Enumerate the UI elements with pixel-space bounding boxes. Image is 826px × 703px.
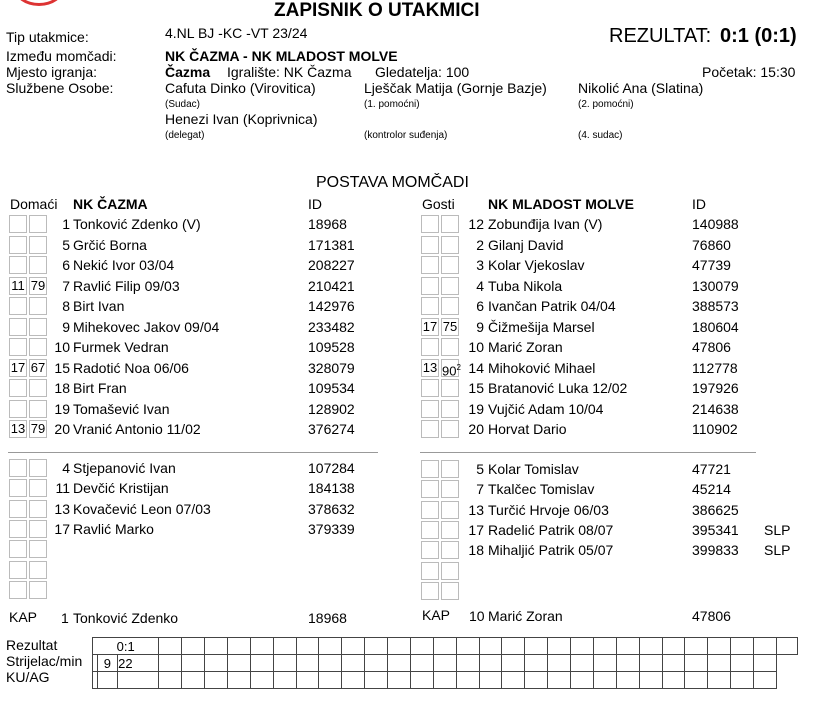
grid-cell <box>433 672 456 689</box>
grid-cell <box>205 655 228 672</box>
grid-cell <box>227 655 250 672</box>
empty-box <box>29 581 47 599</box>
venue-spectators: Gledatelja: 100 <box>375 64 470 80</box>
player-number: 2 <box>476 236 484 253</box>
player-id: 386625 <box>692 501 739 518</box>
player-id: 328079 <box>308 359 355 376</box>
player-name: Tuba Nikola <box>488 277 563 294</box>
grid-cell <box>388 655 411 672</box>
official-role: (2. pomoćni) <box>578 99 634 110</box>
official-name: Cafuta Dinko (Virovitica) <box>165 80 316 96</box>
sub-box-in: 13 <box>422 359 438 375</box>
grid-cell <box>456 638 479 655</box>
grid-cell <box>731 655 754 672</box>
grid-cell <box>525 655 548 672</box>
grid-cell <box>662 638 685 655</box>
player-number: 8 <box>62 298 70 314</box>
sub-box-in: 17 <box>422 318 438 334</box>
grid-cell <box>593 638 616 655</box>
away-team-name: NK MLADOST MOLVE <box>488 196 634 212</box>
empty-box <box>9 581 27 599</box>
player-id: 171381 <box>308 236 355 253</box>
grid-cell <box>342 655 365 672</box>
player-id: 107284 <box>308 460 355 476</box>
player-id: 128902 <box>308 400 355 417</box>
venue-label: Mjesto igranja: <box>6 64 98 80</box>
player-number: 17 <box>468 521 484 538</box>
player-number: 11 <box>55 480 70 497</box>
away-captain-name: Marić Zoran <box>488 608 563 624</box>
result-label: REZULTAT: <box>609 25 712 47</box>
grid-cell <box>525 672 548 689</box>
grid-cell <box>479 655 502 672</box>
empty-box <box>441 562 459 580</box>
sub-box-minute <box>441 480 459 498</box>
player-number: 18 <box>468 542 484 559</box>
match-type-label: Tip utakmice: <box>6 29 89 45</box>
player-name: Kolar Tomislav <box>488 461 579 477</box>
grid-cell <box>273 655 296 672</box>
sub-box-in: 13 <box>10 421 26 436</box>
grid-cell <box>754 638 777 655</box>
sub-box-minute <box>441 359 459 377</box>
sub-box-in <box>9 479 27 497</box>
sub-box-minute <box>441 297 459 315</box>
grid-cell <box>159 655 182 672</box>
grid-cell <box>571 672 594 689</box>
sub-box-minute <box>441 318 459 336</box>
officials-label: Službene Osobe: <box>6 80 114 96</box>
official-name: Lješčak Matija (Gornje Bazje) <box>364 80 547 96</box>
player-name: Kovačević Leon 07/03 <box>73 500 211 517</box>
home-id-header: ID <box>308 196 322 212</box>
away-divider <box>420 452 756 453</box>
player-id: 184138 <box>308 480 355 497</box>
grid-result-cell: 0:1 <box>93 638 159 655</box>
player-name: Turčić Hrvoje 06/03 <box>488 501 609 518</box>
player-id: 210421 <box>308 277 355 294</box>
empty-box <box>421 562 439 580</box>
sub-minute-value: 79 <box>30 277 46 293</box>
player-name: Horvat Dario <box>488 421 567 437</box>
grid-cell <box>365 655 388 672</box>
player-name: Marić Zoran <box>488 339 563 355</box>
sub-box-minute <box>441 460 459 478</box>
grid-cell <box>731 672 754 689</box>
grid-cell <box>548 638 571 655</box>
sub-box-minute <box>441 256 459 274</box>
sub-box-in <box>421 521 439 539</box>
sub-box-in <box>9 459 27 477</box>
home-captain-name: Tonković Zdenko <box>73 610 179 626</box>
grid-cell <box>708 638 731 655</box>
sub-box-in <box>421 460 439 478</box>
stats-ku-label: KU/AG <box>6 669 50 685</box>
player-number: 9 <box>62 318 70 335</box>
sub-box-minute <box>441 420 459 438</box>
official-name: Henezi Ivan (Koprivnica) <box>165 111 318 127</box>
grid-cell <box>754 655 777 672</box>
grid-cell: 22 <box>118 655 159 672</box>
grid-cell <box>548 655 571 672</box>
grid-cell <box>525 638 548 655</box>
player-number: 13 <box>468 501 484 518</box>
grid-cell <box>708 655 731 672</box>
home-divider <box>8 452 378 453</box>
player-name: Tonković Zdenko (V) <box>73 216 201 232</box>
official-role: (1. pomoćni) <box>364 99 420 110</box>
grid-cell <box>250 672 273 689</box>
sub-box-in <box>9 318 27 336</box>
sub-minute-value: 79 <box>30 421 46 436</box>
player-id: 378632 <box>308 500 355 517</box>
grid-row <box>93 655 798 672</box>
grid-cell <box>388 638 411 655</box>
grid-cell <box>639 638 662 655</box>
sub-box-minute <box>441 379 459 397</box>
sub-box-in <box>9 500 27 518</box>
grid-cell <box>250 638 273 655</box>
grid-cell <box>433 638 456 655</box>
sub-minute-extra: 2 <box>456 362 461 372</box>
sub-box-minute <box>441 277 459 295</box>
player-id: 76860 <box>692 236 731 253</box>
player-name: Tomašević Ivan <box>73 400 170 417</box>
empty-box <box>421 582 439 600</box>
player-name: Ravlić Filip 09/03 <box>73 277 180 294</box>
player-name: Ravlić Marko <box>73 520 154 537</box>
match-type-value: 4.NL BJ -KC -VT 23/24 <box>165 25 308 41</box>
grid-cell <box>159 672 182 689</box>
sub-box-in: 11 <box>9 277 27 295</box>
sub-box-in <box>9 400 27 418</box>
grid-cell <box>182 655 205 672</box>
player-name: Furmek Vedran <box>73 339 169 355</box>
grid-cell <box>616 672 639 689</box>
empty-box <box>9 540 27 558</box>
player-id: 18968 <box>308 216 347 232</box>
sub-box-in <box>421 215 439 233</box>
kickoff-time: Početak: 15:30 <box>702 64 796 80</box>
grid-cell <box>118 672 159 689</box>
stats-result-label: Rezultat <box>6 637 58 653</box>
player-name: Radotić Noa 06/06 <box>73 359 189 376</box>
player-name: Mihoković Mihael <box>488 359 596 376</box>
sub-box-in <box>421 277 439 295</box>
grid-cell <box>639 672 662 689</box>
sub-box-minute <box>441 400 459 418</box>
sub-box-minute <box>441 541 459 559</box>
grid-cell <box>662 655 685 672</box>
player-number: 4 <box>476 277 484 294</box>
player-id: 140988 <box>692 216 739 232</box>
player-id: 45214 <box>692 481 731 498</box>
player-id: 197926 <box>692 380 739 396</box>
official-role: (Sudac) <box>165 99 201 110</box>
grid-cell <box>593 672 616 689</box>
grid-cell <box>410 672 433 689</box>
teams-label: Između momčadi: <box>6 48 117 64</box>
grid-cell <box>433 655 456 672</box>
player-name: Birt Fran <box>73 380 127 396</box>
player-number: 18 <box>54 380 70 396</box>
grid-cell <box>182 638 205 655</box>
grid-cell <box>227 638 250 655</box>
grid-cell <box>616 638 639 655</box>
grid-cell <box>776 638 797 655</box>
player-number: 9 <box>476 318 484 335</box>
sub-box-in <box>421 501 439 519</box>
empty-box <box>29 540 47 558</box>
player-id: 109528 <box>308 339 355 355</box>
grid-cell <box>731 638 754 655</box>
player-number: 3 <box>476 257 484 273</box>
player-number: 19 <box>54 400 70 417</box>
home-captain-label: KAP <box>9 609 38 625</box>
player-id: 395341 <box>692 521 739 538</box>
grid-cell <box>319 655 342 672</box>
player-name: Nekić Ivor 03/04 <box>73 257 175 273</box>
sub-box-minute <box>441 236 459 254</box>
player-number: 13 <box>54 500 70 517</box>
sub-box-in <box>9 520 27 538</box>
grid-cell <box>502 638 525 655</box>
player-number: 10 <box>54 339 70 355</box>
grid-cell <box>250 655 273 672</box>
player-number: 7 <box>62 277 70 294</box>
grid-cell <box>319 638 342 655</box>
player-id: 47806 <box>692 339 731 355</box>
grid-cell <box>685 638 708 655</box>
player-number: 20 <box>468 421 484 437</box>
player-number: 6 <box>476 298 484 314</box>
player-name: Gilanj David <box>488 236 564 253</box>
grid-cell <box>685 672 708 689</box>
player-id: 376274 <box>308 421 355 437</box>
sub-box-in <box>9 379 27 397</box>
grid-cell <box>227 672 250 689</box>
player-id: 109534 <box>308 380 355 396</box>
player-number: 1 <box>62 216 70 232</box>
grid-cell <box>159 638 182 655</box>
grid-cell <box>182 672 205 689</box>
player-note: SLP <box>764 521 791 538</box>
player-name: Vujčić Adam 10/04 <box>488 400 604 417</box>
sub-box-in <box>421 236 439 254</box>
official-name: Nikolić Ana (Slatina) <box>578 80 704 96</box>
grid-cell <box>639 655 662 672</box>
grid-row <box>93 638 798 655</box>
club-logo <box>14 0 64 6</box>
grid-cell <box>685 655 708 672</box>
away-captain-label: KAP <box>422 607 451 623</box>
player-number: 20 <box>54 421 70 437</box>
grid-cell <box>273 638 296 655</box>
player-id: 379339 <box>308 520 355 537</box>
grid-cell <box>479 638 502 655</box>
grid-cell <box>296 638 319 655</box>
sub-box-in <box>421 480 439 498</box>
grid-cell <box>205 638 228 655</box>
grid-cell <box>754 672 777 689</box>
player-note: SLP <box>764 542 791 559</box>
sub-box-minute <box>441 215 459 233</box>
grid-cell <box>456 672 479 689</box>
home-captain-number: 1 <box>61 610 69 626</box>
lineups-title: POSTAVA MOMČADI <box>316 174 469 191</box>
grid-cell <box>273 672 296 689</box>
sub-minute-value: 90 <box>442 362 457 378</box>
grid-cell <box>571 655 594 672</box>
away-captain-number: 10 <box>469 608 485 624</box>
grid-cell <box>410 655 433 672</box>
grid-cell <box>205 672 228 689</box>
grid-cell <box>548 672 571 689</box>
result-value: 0:1 (0:1) <box>720 25 797 47</box>
player-name: Grčić Borna <box>73 236 147 253</box>
grid-cell <box>502 655 525 672</box>
player-number: 12 <box>468 216 484 232</box>
player-id: 233482 <box>308 318 355 335</box>
grid-cell <box>296 655 319 672</box>
player-id: 47739 <box>692 257 731 273</box>
player-number: 7 <box>476 481 484 498</box>
player-id: 112778 <box>692 359 738 376</box>
home-team-name: NK ČAZMA <box>73 196 148 212</box>
empty-box <box>9 561 27 579</box>
grid-cell <box>571 638 594 655</box>
grid-cell: 9 <box>97 655 118 672</box>
grid-cell <box>319 672 342 689</box>
official-role: (kontrolor suđenja) <box>364 130 448 141</box>
home-captain-id: 18968 <box>308 610 347 626</box>
venue-ground: Igralište: NK Čazma <box>227 64 352 80</box>
player-id: 214638 <box>692 400 739 417</box>
grid-cell <box>342 638 365 655</box>
sub-box-in <box>421 400 439 418</box>
player-name: Zobunđija Ivan (V) <box>488 216 603 232</box>
grid-cell <box>365 638 388 655</box>
player-name: Mihaljić Patrik 05/07 <box>488 542 614 559</box>
sub-box-minute <box>441 501 459 519</box>
grid-cell <box>410 638 433 655</box>
player-name: Bratanović Luka 12/02 <box>488 380 628 396</box>
grid-cell <box>593 655 616 672</box>
player-name: Ivančan Patrik 04/04 <box>488 298 616 314</box>
player-name: Mihekovec Jakov 09/04 <box>73 318 220 335</box>
player-id: 142976 <box>308 298 355 314</box>
player-number: 5 <box>62 236 70 253</box>
sub-minute-value: 67 <box>30 359 46 375</box>
teams-value: NK ČAZMA - NK MLADOST MOLVE <box>165 48 398 64</box>
grid-cell <box>296 672 319 689</box>
player-id: 180604 <box>692 318 739 335</box>
away-side-label: Gosti <box>422 196 455 212</box>
goals-grid <box>92 637 798 689</box>
player-number: 15 <box>468 380 484 396</box>
player-number: 14 <box>468 359 484 376</box>
player-number: 6 <box>62 257 70 273</box>
player-number: 4 <box>62 460 70 476</box>
grid-cell <box>342 672 365 689</box>
grid-cell <box>502 672 525 689</box>
player-name: Kolar Vjekoslav <box>488 257 585 273</box>
grid-cell <box>97 672 118 689</box>
grid-row <box>93 672 798 689</box>
page-title: ZAPISNIK O UTAKMICI <box>274 0 480 21</box>
player-id: 388573 <box>692 298 739 314</box>
sub-box-in <box>9 215 27 233</box>
sub-box-in <box>421 541 439 559</box>
player-id: 130079 <box>692 277 739 294</box>
sub-minute-value: 75 <box>442 318 458 334</box>
sub-box-in <box>9 338 27 356</box>
venue-city: Čazma <box>165 64 211 80</box>
empty-box <box>441 582 459 600</box>
player-name: Tkalčec Tomislav <box>488 481 595 498</box>
grid-cell <box>479 672 502 689</box>
player-number: 5 <box>476 461 484 477</box>
sub-box-in <box>421 420 439 438</box>
sub-box-in <box>421 379 439 397</box>
sub-box-in <box>9 297 27 315</box>
player-name: Vranić Antonio 11/02 <box>73 421 201 437</box>
official-role: (delegat) <box>165 130 205 141</box>
sub-box-in <box>421 256 439 274</box>
player-name: Čižmešija Marsel <box>488 318 595 335</box>
grid-cell <box>456 655 479 672</box>
grid-cell <box>708 672 731 689</box>
sub-box-in: 17 <box>10 359 26 375</box>
player-name: Radelić Patrik 08/07 <box>488 521 614 538</box>
home-side-label: Domaći <box>10 196 58 212</box>
grid-cell <box>616 655 639 672</box>
sub-box-in <box>9 236 27 254</box>
player-id: 110902 <box>692 421 738 437</box>
player-name: Stjepanović Ivan <box>73 460 176 476</box>
sub-box-minute <box>441 338 459 356</box>
sub-box-in <box>421 297 439 315</box>
player-id: 399833 <box>692 542 739 559</box>
empty-box <box>29 561 47 579</box>
player-number: 17 <box>54 520 70 537</box>
player-id: 208227 <box>308 257 355 273</box>
player-name: Devčić Kristijan <box>73 480 169 497</box>
sub-box-in <box>421 338 439 356</box>
grid-cell <box>388 672 411 689</box>
grid-cell <box>662 672 685 689</box>
official-role: (4. sudac) <box>578 130 623 141</box>
stats-scorer-label: Strijelac/min <box>6 653 83 669</box>
sub-box-in <box>9 256 27 274</box>
away-captain-id: 47806 <box>692 608 731 624</box>
player-number: 19 <box>468 400 484 417</box>
player-number: 15 <box>54 359 70 376</box>
player-id: 47721 <box>692 461 731 477</box>
away-id-header: ID <box>692 196 706 212</box>
grid-cell <box>365 672 388 689</box>
player-name: Birt Ivan <box>73 298 125 314</box>
player-number: 10 <box>468 339 484 355</box>
sub-box-minute <box>441 521 459 539</box>
